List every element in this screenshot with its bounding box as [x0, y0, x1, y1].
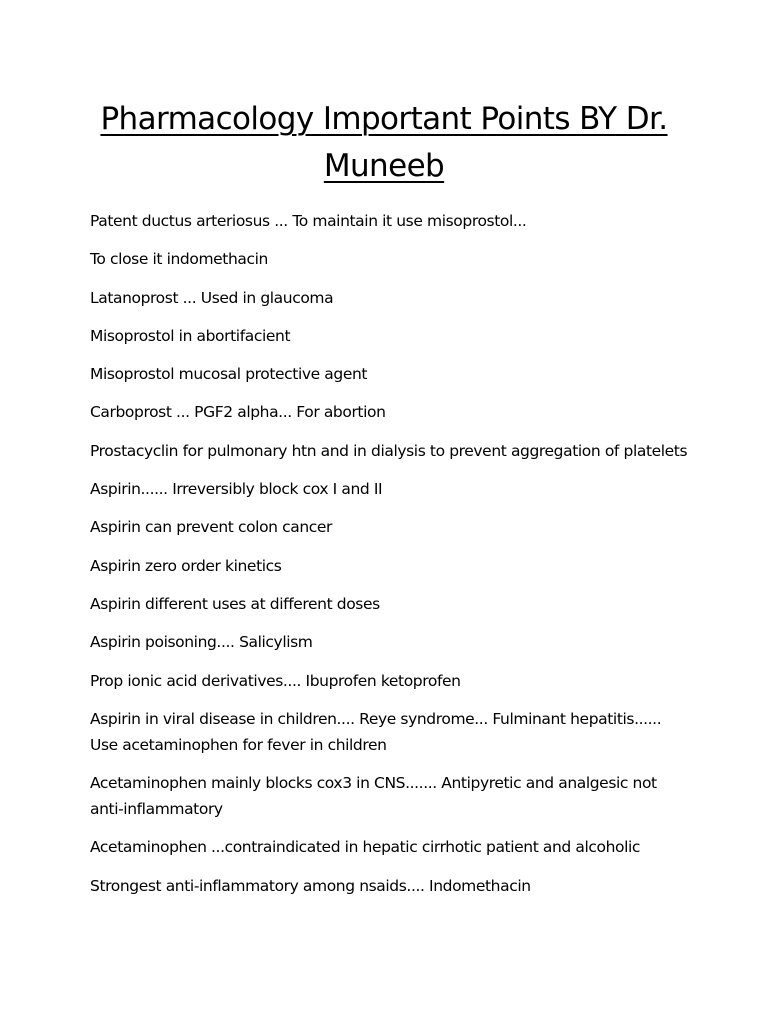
note-item: Aspirin zero order kinetics — [90, 556, 282, 575]
note-item: Misoprostol mucosal protective agent — [90, 365, 368, 384]
note-item: Aspirin poisoning.... Salicylism — [90, 633, 313, 652]
note-item: Prop ionic acid derivatives.... Ibuprofen ketoprofen — [90, 671, 461, 690]
notes-list — [90, 208, 690, 911]
note-item: Carboprost ... PGF2 alpha... For abortion — [90, 403, 386, 422]
note-item: To close it indomethacin — [90, 250, 268, 269]
document-title: Pharmacology Important Points BY Dr. Muneeb — [100, 101, 668, 184]
note-item: Acetaminophen mainly blocks cox3 in CNS....... Antipyretic and analgesic not anti-inflammatory — [90, 774, 657, 819]
note-item: Aspirin can prevent colon cancer — [90, 518, 332, 537]
note-item: Aspirin different uses at different doses — [90, 594, 380, 613]
note-item: Aspirin...... Irreversibly block cox I and II — [90, 480, 383, 499]
note-item: Prostacyclin for pulmonary htn and in dialysis to prevent aggregation of platelets — [90, 441, 688, 460]
note-item: Aspirin in viral disease in children.... Reye syndrome... Fulminant hepatitis...... Use acetaminophen for fever in children — [90, 709, 662, 754]
note-item: Misoprostol in abortifacient — [90, 326, 291, 345]
note-item: Patent ductus arteriosus ... To maintain it use misoprostol... — [90, 212, 527, 230]
note-item: Latanoprost ... Used in glaucoma — [90, 288, 334, 307]
note-item: Acetaminophen ...contraindicated in hepatic cirrhotic patient and alcoholic — [90, 838, 641, 857]
note-item: Strongest anti-inflammatory among nsaids.... Indomethacin — [90, 876, 531, 895]
